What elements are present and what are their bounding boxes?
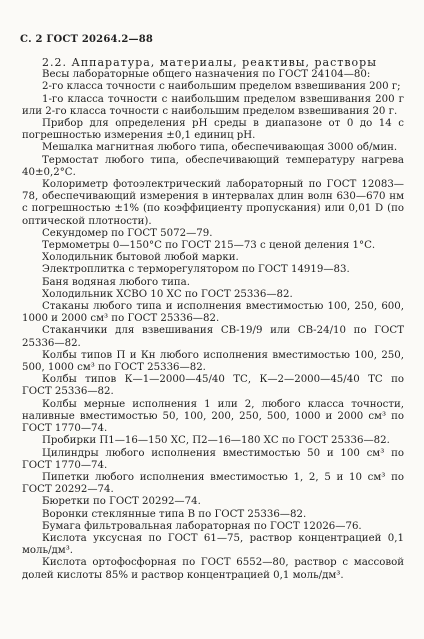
paragraph: Колбы мерные исполнения 1 или 2, любого класса точности, наливные вместимостью 50, 100, 200, 250, 500, 1000 и 2000 см³ по ГОСТ 1770—74. — [22, 398, 404, 435]
section-heading: 2.2. Аппаратура, материалы, реактивы, растворы — [42, 56, 377, 69]
paragraph: Колбы типов П и Кн любого исполнения вместимостью 100, 250, 500, 1000 см³ по ГОСТ 25336—82. — [22, 349, 404, 374]
paragraph: Колориметр фотоэлектрический лабораторный по ГОСТ 12083—78, обеспечивающий измерения в интервалах длин волн 630—670 нм с погрешностью ±1% (по коэффициенту пропускания) или 0,01 D (по оптической плотности). — [22, 179, 404, 227]
paragraph: Термометры 0—150°С по ГОСТ 215—73 с ценой деления 1°С. — [42, 240, 376, 252]
paragraph: Электроплитка с терморегулятором по ГОСТ 14919—83. — [42, 264, 350, 276]
paragraph: Цилиндры любого исполнения вместимостью 50 и 100 см³ по ГОСТ 1770—74. — [22, 447, 404, 471]
paragraph: Мешалка магнитная любого типа, обеспечивающая 3000 об/мин. — [42, 142, 398, 154]
paragraph: 1-го класса точности с наибольшим пределом взвешивания 200 г или 2-го класса точности с наибольшим пределом взвешивания 20 г. — [22, 93, 404, 117]
paragraph: Прибор для определения pH среды в диапазоне от 0 до 14 с погрешностью измерения ±0,1 единиц pH. — [22, 118, 404, 142]
paragraph: 2-го класса точности с наибольшим пределом взвешивания 200 г; — [42, 81, 401, 93]
page-header: С. 2 ГОСТ 20264.2—88 — [20, 34, 154, 45]
paragraph: Стаканчики для взвешивания СВ-19/9 или СВ-24/10 по ГОСТ 25336—82. — [22, 325, 404, 349]
paragraph: Бюретки по ГОСТ 20292—74. — [42, 496, 201, 508]
paragraph: Пипетки любого исполнения вместимостью 1, 2, 5 и 10 см³ по ГОСТ 20292—74. — [22, 471, 404, 496]
paragraph: Баня водяная любого типа. — [42, 276, 190, 288]
paragraph: Холодильник бытовой любой марки. — [42, 252, 239, 264]
paragraph: Кислота уксусная по ГОСТ 61—75, раствор концентрацией 0,1 моль/дм³. — [22, 532, 404, 557]
paragraph: Пробирки П1—16—150 ХС, П2—16—180 ХС по ГОСТ 25336—82. — [42, 435, 390, 447]
paragraph: Термостат любого типа, обеспечивающий температуру нагрева 40±0,2°С. — [22, 154, 404, 178]
paragraph: Весы лабораторные общего назначения по ГОСТ 24104—80: — [42, 69, 371, 81]
paragraph: Колбы типов К—1—2000—45/40 ТС, К—2—2000—45/40 ТС по ГОСТ 25336—82. — [22, 374, 404, 398]
paragraph: Кислота ортофосфорная по ГОСТ 6552—80, раствор с массовой долей кислоты 85% и раствор концентрацией 0,1 моль/дм³. — [22, 557, 404, 581]
paragraph: Стаканы любого типа и исполнения вместимостью 100, 250, 600, 1000 и 2000 см³ по ГОСТ 25336—82. — [22, 301, 404, 325]
paragraph: Воронки стеклянные типа В по ГОСТ 25336—82. — [42, 508, 307, 520]
paragraph: Секундомер по ГОСТ 5072—79. — [42, 227, 213, 239]
paragraph: Холодильник ХСВО 10 ХС по ГОСТ 25336—82. — [42, 288, 293, 300]
document-body — [22, 57, 404, 582]
paragraph: Бумага фильтровальная лабораторная по ГОСТ 12026—76. — [42, 520, 362, 532]
